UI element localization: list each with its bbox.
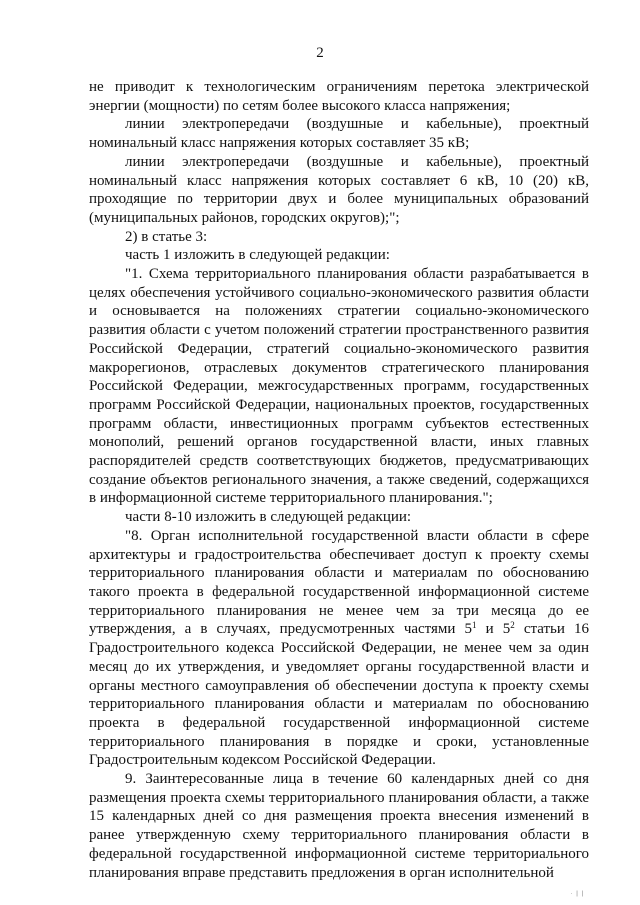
paragraph-continuation: не приводит к технологическим ограничениям перетока электрической энергии (мощности) по сетям более высокого класса напряжения; (89, 79, 589, 114)
document-body (89, 78, 589, 882)
paragraph-part-1-text: "1. Схема территориального планирования области разрабатывается в целях обеспечения устойчивого социально-экономического развития области и основывается на положениях стратегии социально-экономического развития области с учетом положений стратегии пространственного развития Российской Федерации, стратегий социально-экономического развития макрорегионов, отраслевых документов стратегического планирования Российской Федерации, межгосударственных программ, государственных программ Российской Федерации, национальных проектов, государственных программ области, инвестиционных программ субъектов естественных монополий, решений органов государственной власти, иных главных распорядителей средств соответствующих бюджетов, предусматривающих создание объектов регионального значения, а также сведений, содержащихся в информационной системе территориального планирования."; (89, 266, 589, 507)
page-number: 2 (316, 45, 324, 61)
paragraph-part-1-intro: часть 1 изложить в следующей редакции: (125, 247, 390, 264)
list-item-article-3: 2) в статье 3: (125, 228, 208, 245)
paragraph-power-lines-6-10kv: линии электропередачи (воздушные и кабельные), проектный номинальный класс напряжения которых составляет 6 кВ, 10 (20) кВ, проходящие по территории двух и более муниципальных образований (муниципальных районов, городских округов);"; (89, 153, 589, 226)
part-8-text-a: "8. Орган исполнительной государственной власти области в сфере архитектуры и градостроительства обеспечивает доступ к проекту схемы территориального планирования области и материалам по обоснованию такого проекта в федеральной государственной информационной системе территориального планирования не менее чем за три месяца до ее утверждения, а в случаях, предусмотренных частями 5 (89, 527, 589, 638)
paragraph-parts-8-10-intro: части 8-10 изложить в следующей редакции: (125, 509, 412, 526)
superscript-2: 2 (510, 620, 515, 631)
paragraph-power-lines-35kv: линии электропередачи (воздушные и кабельные), проектный номинальный класс напряжения которых составляет 35 кВ; (89, 116, 589, 152)
part-8-text-c: статьи 16 Градостроительного кодекса Российской Федерации, не менее чем за один месяц до их утверждения, и уведомляет органы государственной власти и органы местного самоуправления об обеспечении доступа к проекту схемы территориального планирования области и материалам по обоснованию проекта в федеральной государственной информационной системе территориального планирования в порядке и сроки, установленные Градостроительным кодексом Российской Федерации. (89, 621, 590, 769)
paragraph-part-8 (89, 527, 589, 770)
superscript-1: 1 (472, 620, 477, 631)
part-8-text-b: и 5 (476, 621, 511, 638)
paragraph-part-9: 9. Заинтересованные лица в течение 60 календарных дней со дня размещения проекта схемы территориального планирования области, а также 15 календарных дней со дня размещения проекта внесения изменений в ранее утвержденную схему территориального планирования области в федеральной государственной информационной системе территориального планирования вправе представить предложения в орган исполнительной (89, 771, 589, 881)
scan-mark: · | | (570, 891, 584, 897)
